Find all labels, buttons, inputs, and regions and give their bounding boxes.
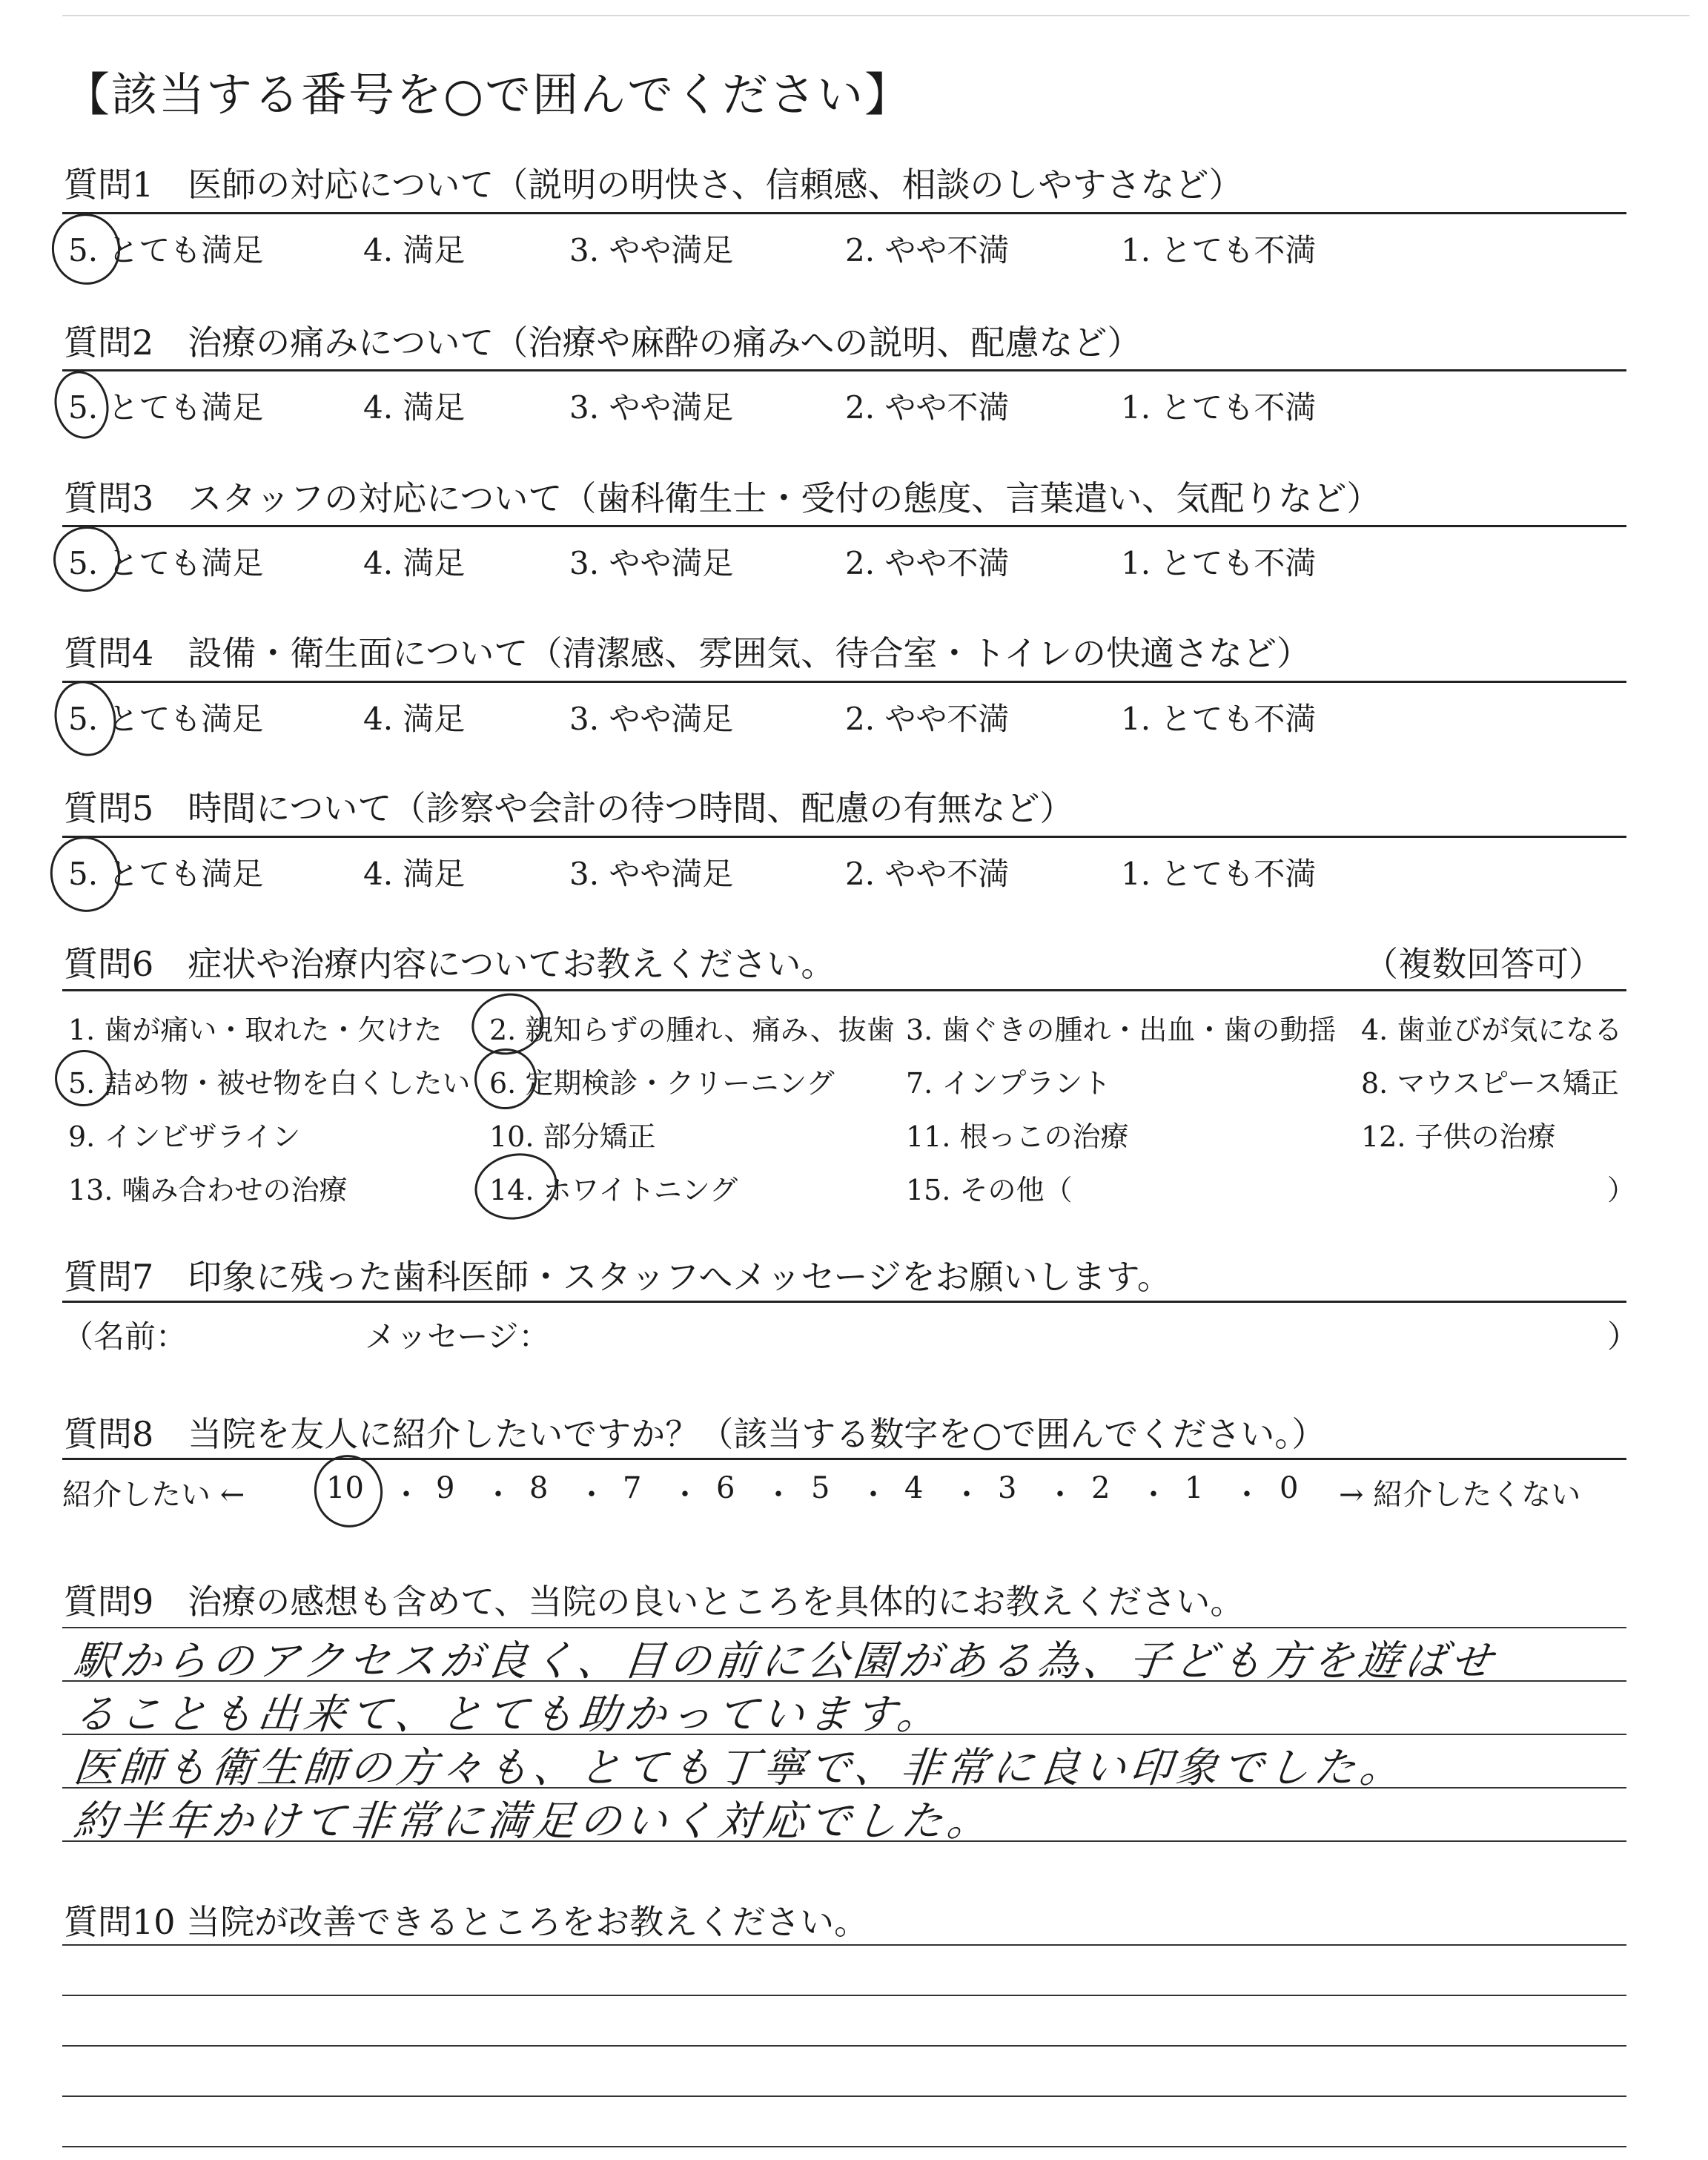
q1-title: 質問1 医師の対応について（説明の明快さ、信頼感、相談のしやすさなど） [64,165,1243,205]
q8-scale-8[interactable]: 8 [529,1471,549,1505]
q1-option-2[interactable]: 2. やや不満 [845,232,1010,268]
q5-title: 質問5 時間について（診察や会計の待つ時間、配慮の有無など） [64,788,1074,828]
q2-rule [62,369,1626,371]
q8-sep: ・ [391,1478,421,1512]
q10-title: 質問10 当院が改善できるところをお教えください。 [64,1902,869,1942]
q8-left-label: 紹介したい ← [62,1478,245,1512]
q2-option-4[interactable]: 4. 満足 [363,389,466,426]
q6-rule [62,989,1626,991]
q2-option-1[interactable]: 1. とても不満 [1121,389,1317,426]
q6-item-11[interactable]: 11. 根っこの治療 [906,1120,1129,1153]
q8-scale-7[interactable]: 7 [623,1471,642,1505]
q6-item-9[interactable]: 9. インビザライン [68,1120,301,1153]
q8-sep: ・ [483,1478,513,1512]
q5-option-2[interactable]: 2. やや不満 [845,856,1010,892]
q4-option-1[interactable]: 1. とても不満 [1121,701,1317,737]
q10-line-4 [62,2095,1626,2097]
q4-option-2[interactable]: 2. やや不満 [845,701,1010,737]
q5-answer-circle [43,830,127,918]
q8-sep: ・ [1045,1478,1075,1512]
q8-sep: ・ [577,1478,606,1512]
q3-answer-circle [47,521,126,598]
q8-scale-2[interactable]: 2 [1091,1471,1110,1505]
q2-option-3[interactable]: 3. やや満足 [569,389,734,426]
q7-name-label: （名前： [62,1318,188,1355]
q8-sep: ・ [764,1478,793,1512]
q6-item-1[interactable]: 1. 歯が痛い・取れた・欠けた [68,1014,443,1046]
q1-option-5[interactable]: 5. とても満足 [68,232,264,268]
q2-option-5[interactable]: 5. とても満足 [68,389,264,426]
q9-title: 質問9 治療の感想も含めて、当院の良いところを具体的にお教えください。 [64,1582,1245,1622]
q3-title: 質問3 スタッフの対応について（歯科衛生士・受付の態度、言葉遣い、気配りなど） [64,478,1381,518]
q4-option-3[interactable]: 3. やや満足 [569,701,734,737]
q6-item-3[interactable]: 3. 歯ぐきの腫れ・出血・歯の動揺 [906,1014,1337,1046]
q7-message-label: メッセージ： [365,1318,550,1355]
q6-item-14[interactable]: 14. ホワイトニング [489,1174,738,1206]
q8-scale-3[interactable]: 3 [998,1471,1017,1505]
q6-item-7[interactable]: 7. インプラント [906,1067,1111,1100]
q10-line-3 [62,2045,1626,2047]
q2-answer-circle [48,366,115,444]
q2-title: 質問2 治療の痛みについて（治療や麻酔の痛みへの説明、配慮など） [64,323,1142,363]
q3-option-4[interactable]: 4. 満足 [363,545,466,581]
q1-rule [62,212,1626,214]
top-border [62,15,1689,16]
q2-option-2[interactable]: 2. やや不満 [845,389,1010,426]
q5-option-3[interactable]: 3. やや満足 [569,856,734,892]
q8-right-label: → 紹介したくない [1339,1478,1581,1512]
q8-rule [62,1458,1626,1460]
q8-sep: ・ [670,1478,700,1512]
page-title: 【該当する番号を○で囲んでください】 [64,67,913,122]
q8-sep: ・ [858,1478,888,1512]
q3-option-2[interactable]: 2. やや不満 [845,545,1010,581]
q4-option-5[interactable]: 5. とても満足 [68,701,264,737]
q7-title: 質問7 印象に残った歯科医師・スタッフへメッセージをお願いします。 [64,1257,1171,1297]
q6-item-10[interactable]: 10. 部分矯正 [489,1120,656,1153]
q6-item-2[interactable]: 2. 親知らずの腫れ、痛み、抜歯 [489,1014,895,1046]
q3-option-3[interactable]: 3. やや満足 [569,545,734,581]
q1-answer-circle [45,207,127,291]
q3-rule [62,525,1626,527]
q6-title: 質問6 症状や治療内容についてお教えください。 [64,944,835,984]
q5-rule [62,836,1626,838]
q7-close-paren: ） [1607,1318,1639,1355]
q8-sep: ・ [1139,1478,1168,1512]
q6-answer-circle-6 [469,1043,542,1115]
q1-option-4[interactable]: 4. 満足 [363,232,466,268]
q8-scale-0[interactable]: 0 [1280,1471,1299,1505]
q8-scale-6[interactable]: 6 [716,1471,735,1505]
q6-item-6[interactable]: 6. 定期検診・クリーニング [489,1067,835,1100]
q9-handwritten-line-3: 医師も衛生師の方々も、とても丁寧で、非常に良い印象でした。 [71,1744,1409,1792]
q6-item-15[interactable]: 15. その他（ [906,1174,1073,1206]
q4-title: 質問4 設備・衛生面について（清潔感、雰囲気、待合室・トイレの快適さなど） [64,633,1311,673]
q8-sep: ・ [1232,1478,1262,1512]
q10-line-1 [62,1944,1626,1946]
q4-option-4[interactable]: 4. 満足 [363,701,466,737]
q6-item-15-close: ） [1607,1174,1636,1206]
q5-option-4[interactable]: 4. 満足 [363,856,466,892]
q6-note: （複数回答可） [1364,944,1603,984]
q1-option-3[interactable]: 3. やや満足 [569,232,734,268]
q9-handwritten-line-2: ることも出来て、とても助かっています。 [71,1691,946,1739]
q3-option-1[interactable]: 1. とても不満 [1121,545,1317,581]
q8-answer-circle [308,1449,389,1534]
q8-scale-10[interactable]: 10 [326,1471,364,1505]
q6-item-5[interactable]: 5. 詰め物・被せ物を白くしたい [68,1067,471,1100]
q10-line-5 [62,2146,1626,2147]
q3-option-5[interactable]: 5. とても満足 [68,545,264,581]
q8-scale-4[interactable]: 4 [904,1471,924,1505]
q9-handwritten-line-4: 約半年かけて非常に満足のいく対応でした。 [71,1797,996,1846]
q6-item-4[interactable]: 4. 歯並びが気になる [1361,1014,1623,1046]
q5-option-1[interactable]: 1. とても不満 [1121,856,1317,892]
q7-rule [62,1301,1626,1303]
q8-scale-9[interactable]: 9 [436,1471,455,1505]
q8-scale-1[interactable]: 1 [1185,1471,1204,1505]
q8-title: 質問8 当院を友人に紹介したいですか？（該当する数字を○で囲んでください。） [64,1414,1326,1454]
q6-answer-circle-5 [50,1045,118,1112]
q6-answer-circle-14 [469,1146,563,1226]
q6-item-13[interactable]: 13. 噛み合わせの治療 [68,1174,348,1206]
q8-scale-5[interactable]: 5 [811,1471,830,1505]
q4-rule [62,681,1626,683]
q4-answer-circle [47,676,122,762]
q5-option-5[interactable]: 5. とても満足 [68,856,264,892]
q8-sep: ・ [952,1478,982,1512]
q9-handwritten-line-1: 駅からのアクセスが良く、目の前に公園がある為、子ども方を遊ばせ [71,1637,1500,1685]
q10-line-2 [62,1995,1626,1996]
q6-item-12[interactable]: 12. 子供の治療 [1361,1120,1556,1153]
q1-option-1[interactable]: 1. とても不満 [1121,232,1317,268]
q6-item-8[interactable]: 8. マウスピース矯正 [1361,1067,1619,1100]
